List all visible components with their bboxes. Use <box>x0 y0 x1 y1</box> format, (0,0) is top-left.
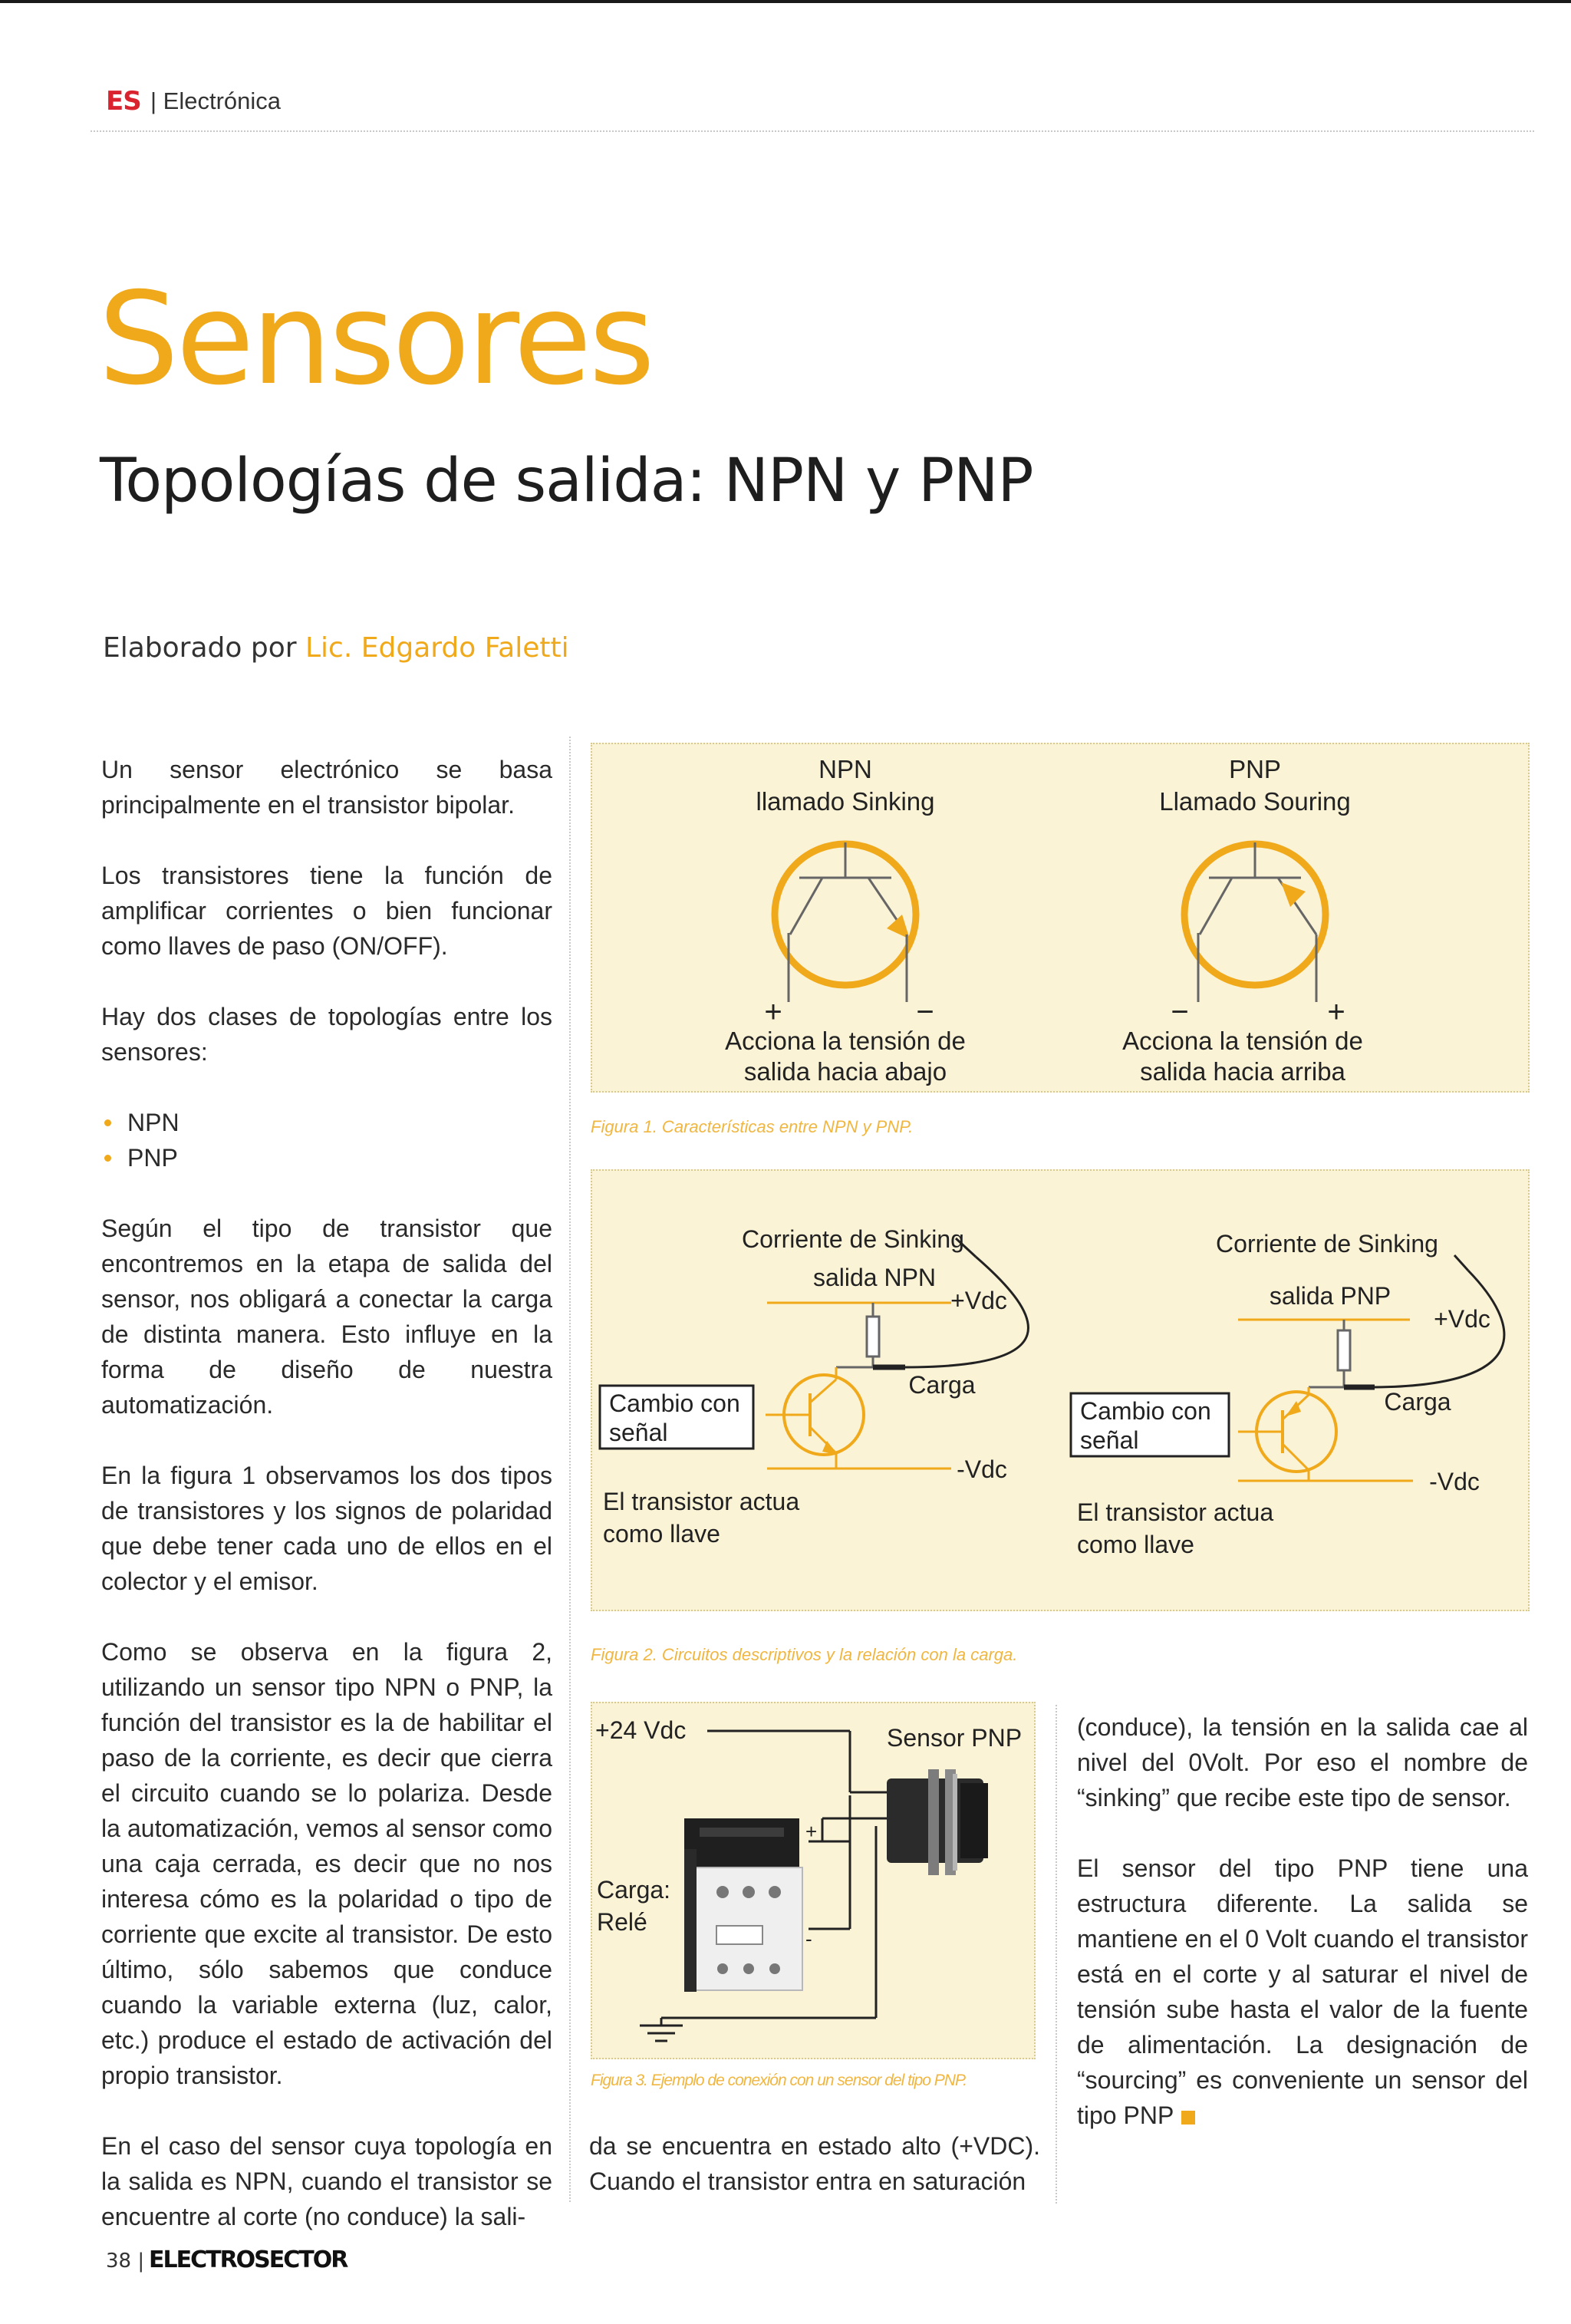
end-of-article-mark <box>1181 2111 1195 2125</box>
pnp-description: salida hacia arriba <box>1140 1057 1345 1086</box>
npn-switch-label: señal <box>609 1419 668 1446</box>
pnp-note: El transistor actua <box>1077 1498 1274 1526</box>
npn-sublabel: llamado Sinking <box>756 787 935 816</box>
paragraph: Los transistores tiene la función de amplificar corrientes o bien funcionar como llaves de paso (ON/OFF). <box>101 862 552 960</box>
pnp-output-label: salida PNP <box>1269 1282 1392 1310</box>
byline-author: Lic. Edgardo Faletti <box>305 632 569 664</box>
paragraph: Según el tipo de transistor que encontremos en la etapa de salida del sensor, nos obligará a conectar la carga de distinta manera. Esto influye en la forma de diseño de nuestra automatización. <box>101 1215 552 1419</box>
relay-minus-label: - <box>805 1927 812 1950</box>
list-item: PNP <box>101 1140 552 1175</box>
figure-3-diagram <box>592 1703 1034 2058</box>
sensor-pnp-image <box>887 1769 988 1875</box>
pnp-vdc-negative: -Vdc <box>1429 1468 1480 1495</box>
list-item: NPN <box>101 1105 552 1140</box>
pnp-note: como llave <box>1077 1531 1194 1558</box>
pnp-sublabel: Llamado Souring <box>1159 787 1351 816</box>
npn-minus-sign: − <box>916 995 934 1029</box>
figure-3 <box>591 1702 1036 2059</box>
paragraph: (conduce), la tensión en la salida cae al nivel del 0Volt. Por eso el nombre de “sinking” que recibe este tipo de sensor. <box>1077 1713 1528 1811</box>
byline-prefix: Elaborado por <box>103 632 297 664</box>
npn-note: como llave <box>603 1520 720 1548</box>
page-number: 38 | <box>106 2250 145 2273</box>
load-label: Relé <box>597 1908 647 1936</box>
figure-2-diagram <box>592 1171 1528 1610</box>
bullet-list <box>101 1105 552 1175</box>
figure-1-caption: Figura 1. Características entre NPN y PNP. <box>591 1117 914 1136</box>
relay-image <box>684 1818 802 1992</box>
pnp-minus-sign: − <box>1171 995 1189 1029</box>
pnp-vdc-positive: +Vdc <box>1434 1305 1490 1333</box>
paragraph: Un sensor electrónico se basa principalmente en el transistor bipolar. <box>101 756 552 819</box>
figure-3-caption: Figura 3. Ejemplo de conexión con un sensor del tipo PNP. <box>591 2072 967 2089</box>
column-divider <box>569 737 571 2202</box>
npn-current-label: Corriente de Sinking <box>742 1225 964 1253</box>
pnp-description: Acciona la tensión de <box>1122 1027 1363 1055</box>
paragraph-text: El sensor del tipo PNP tiene una estructura diferente. La salida se mantiene en el 0 Volt cuando el transistor está en el corte y al saturar el nivel de tensión sube hasta el valor de la fuente de alimentación. La designación de “sourcing” es conveniente un sensor del tipo PNP <box>1077 1854 1528 2129</box>
paragraph <box>1077 1851 1528 2133</box>
pnp-label: PNP <box>1229 755 1281 783</box>
paragraph: En la figura 1 observamos los dos tipos de transistores y los signos de polaridad que debe tener cada uno de ellos en el colector y el emisor. <box>101 1462 552 1595</box>
article-subtitle: Topologías de salida: NPN y PNP <box>100 447 1033 516</box>
npn-description: salida hacia abajo <box>743 1057 947 1086</box>
section-name: | Electrónica <box>150 87 282 114</box>
npn-plus-sign: + <box>764 995 782 1029</box>
top-border <box>0 0 1571 3</box>
paragraph: Hay dos clases de topologías entre los sensores: <box>101 1003 552 1066</box>
figure-2 <box>591 1169 1530 1611</box>
figure-1-diagram <box>592 744 1528 1091</box>
npn-label: NPN <box>818 755 872 783</box>
pnp-switch-label: señal <box>1080 1426 1139 1454</box>
load-label: Carga: <box>597 1876 671 1904</box>
column-divider <box>1056 1705 1057 2204</box>
paragraph: Como se observa en la figura 2, utilizando un sensor tipo NPN o PNP, la función del transistor es la de habilitar el paso de la corriente, es decir que cierra el circuito cuando se lo polariza. Desde la automatización, vemos al sensor como una caja cerrada, es decir que no nos interesa cómo es la polaridad o tipo de corriente que excite al transistor. De esto último, sólo sabemos que conduce cuando la variable externa (luz, calor, etc.) produce el estado de activación del propio transistor. <box>101 1638 552 2089</box>
figure-2-caption: Figura 2. Circuitos descriptivos y la relación con la carga. <box>591 1645 1018 1664</box>
npn-description: Acciona la tensión de <box>725 1027 966 1055</box>
paragraph: da se encuentra en estado alto (+VDC). Cuando el transistor entra en saturación <box>589 2132 1040 2195</box>
pnp-current-label: Corriente de Sinking <box>1216 1230 1438 1258</box>
npn-load-label: Carga <box>908 1371 976 1399</box>
pnp-load-label: Carga <box>1384 1388 1451 1416</box>
npn-switch-label: Cambio con <box>609 1389 740 1417</box>
npn-transistor-symbol <box>775 842 916 1002</box>
article-title: Sensores <box>98 265 652 414</box>
npn-vdc-positive: +Vdc <box>950 1287 1007 1314</box>
column-2-continuation <box>589 2128 1040 2199</box>
pnp-switch-label: Cambio con <box>1080 1397 1211 1425</box>
column-3 <box>1077 1709 1528 2168</box>
relay-plus-label: + <box>805 1820 818 1843</box>
column-1 <box>101 752 552 2270</box>
npn-output-label: salida NPN <box>812 1264 937 1291</box>
npn-vdc-negative: -Vdc <box>957 1455 1007 1483</box>
pnp-transistor-symbol <box>1184 842 1326 1002</box>
paragraph: En el caso del sensor cuya topología en la salida es NPN, cuando el transistor se encuentre al corte (no conduce) la sali- <box>101 2132 552 2230</box>
figure-1 <box>591 743 1530 1093</box>
npn-note: El transistor actua <box>603 1488 800 1515</box>
header-divider <box>91 130 1534 132</box>
section-logo: ES <box>106 86 141 117</box>
magazine-logo: ELECTROSECTOR <box>149 2247 347 2273</box>
byline <box>103 632 569 664</box>
pnp-plus-sign: + <box>1327 995 1345 1029</box>
supply-label: +24 Vdc <box>595 1716 687 1744</box>
ground-symbol <box>640 2026 683 2041</box>
sensor-label: Sensor PNP <box>887 1724 1023 1752</box>
